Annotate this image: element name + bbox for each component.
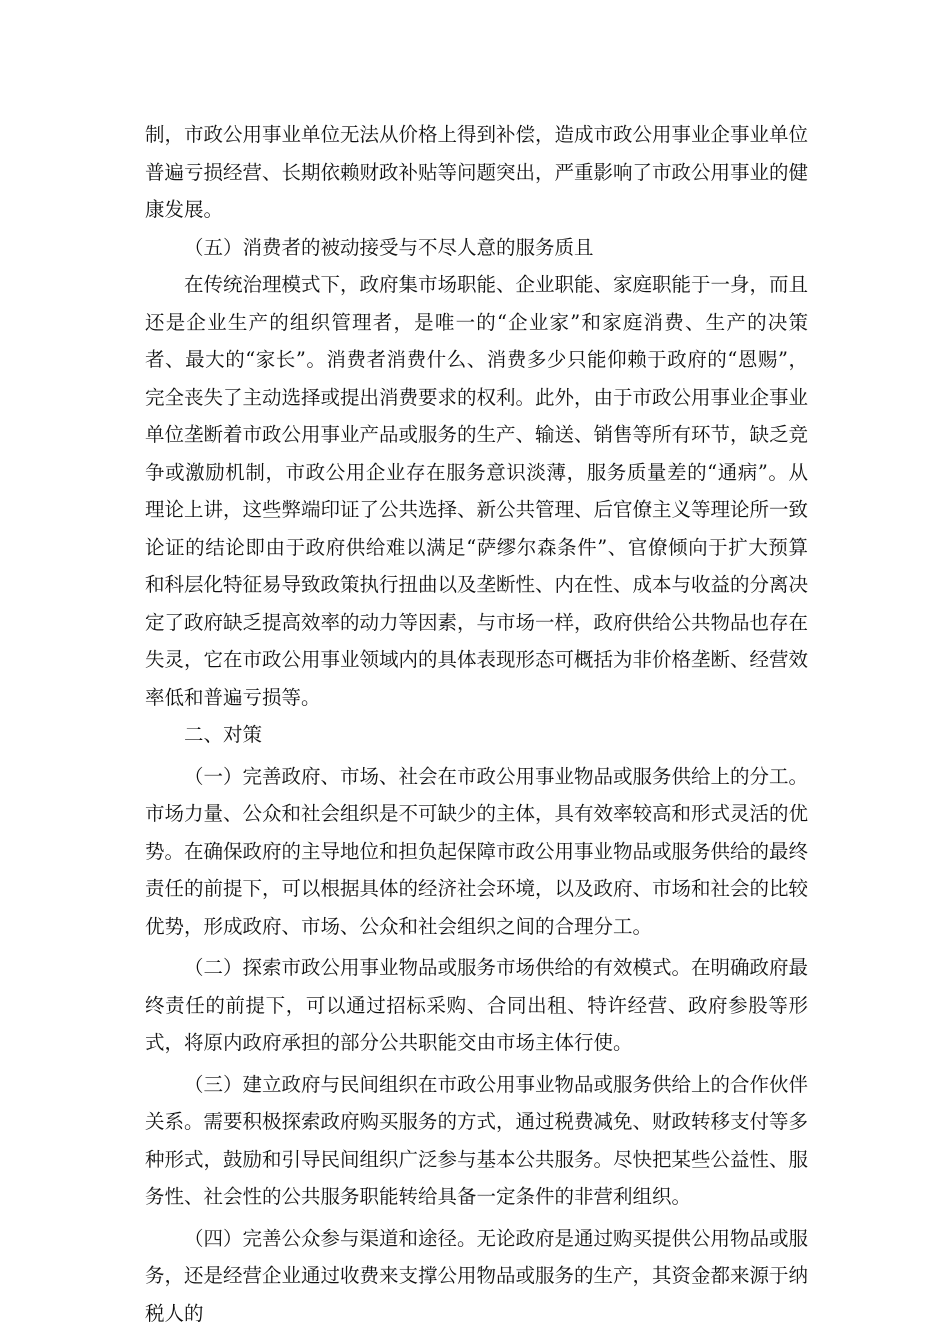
paragraph-countermeasure-1: （一）完善政府、市场、社会在市政公用事业物品或服务供给上的分工。市场力量、公众和社会组织是不可缺少的主体，具有效率较高和形式灵活的优势。在确保政府的主导地位和担负起保障市政公用事业物品或服务供给的最终责任的前提下，可以根据具体的经济社会环境，以及政府、市场和社会的比较优势，形成政府、市场、公众和社会组织之间的合理分工。 — [145, 764, 809, 938]
paragraph-continued: 制，市政公用事业单位无法从价格上得到补偿，造成市政公用事业企事业单位普遍亏损经营、长期依赖财政补贴等问题突出，严重影响了市政公用事业的健康发展。 — [145, 123, 809, 221]
document-body — [145, 116, 808, 1332]
paragraph-countermeasure-2: （二）探索市政公用事业物品或服务市场供给的有效模式。在明确政府最终责任的前提下，可以通过招标采购、合同出租、特许经营、政府参股等形式，将原内政府承担的部分公共职能交由市场主体行使。 — [145, 956, 809, 1054]
paragraph-countermeasure-3: （三）建立政府与民间组织在市政公用事业物品或服务供给上的合作伙伴关系。需要积极探索政府购买服务的方式，通过税费减免、财政转移支付等多种形式，鼓励和引导民间组织广泛参与基本公共服务。尽快把某些公益性、服务性、社会性的公共服务职能转给具备一定条件的非营利组织。 — [145, 1072, 809, 1208]
section-heading-5: （五）消费者的被动接受与不尽人意的服务质且 — [184, 235, 594, 259]
paragraph-traditional-governance: 在传统治理模式下，政府集市场职能、企业职能、家庭职能于一身，而且还是企业生产的组织管理者，是唯一的“企业家”和家庭消费、生产的决策者、最大的“家长”。消费者消费什么、消费多少只能仰赖于政府的“恩赐”，完全丧失了主动选择或提出消费要求的权利。此外，由于市政公用事业企事业单位垄断着市政公用事业产品或服务的生产、输送、销售等所有环节，缺乏竞争或激励机制，市政公用企业存在服务意识淡薄，服务质量差的“通病”。从理论上讲，这些弊端印证了公共选择、新公共管理、后官僚主义等理论所一致论证的结论即由于政府供给难以满足“萨缪尔森条件”、官僚倾向于扩大预算和科层化特征易导致政策执行扭曲以及垄断性、内在性、成本与收益的分离决定了政府缺乏提高效率的动力等因素，与市场一样，政府供给公共物品也存在失灵，它在市政公用事业领域内的具体表现形态可概括为非价格垄断、经营效率低和普遍亏损等。 — [145, 273, 809, 709]
paragraph-countermeasure-4: （四）完善公众参与渠道和途径。无论政府是通过购买提供公用物品或服务，还是经营企业通过收费来支撑公用物品或服务的生产，其资金都来源于纳税人的 — [145, 1226, 809, 1325]
section-heading-countermeasures: 二、对策 — [184, 723, 263, 746]
